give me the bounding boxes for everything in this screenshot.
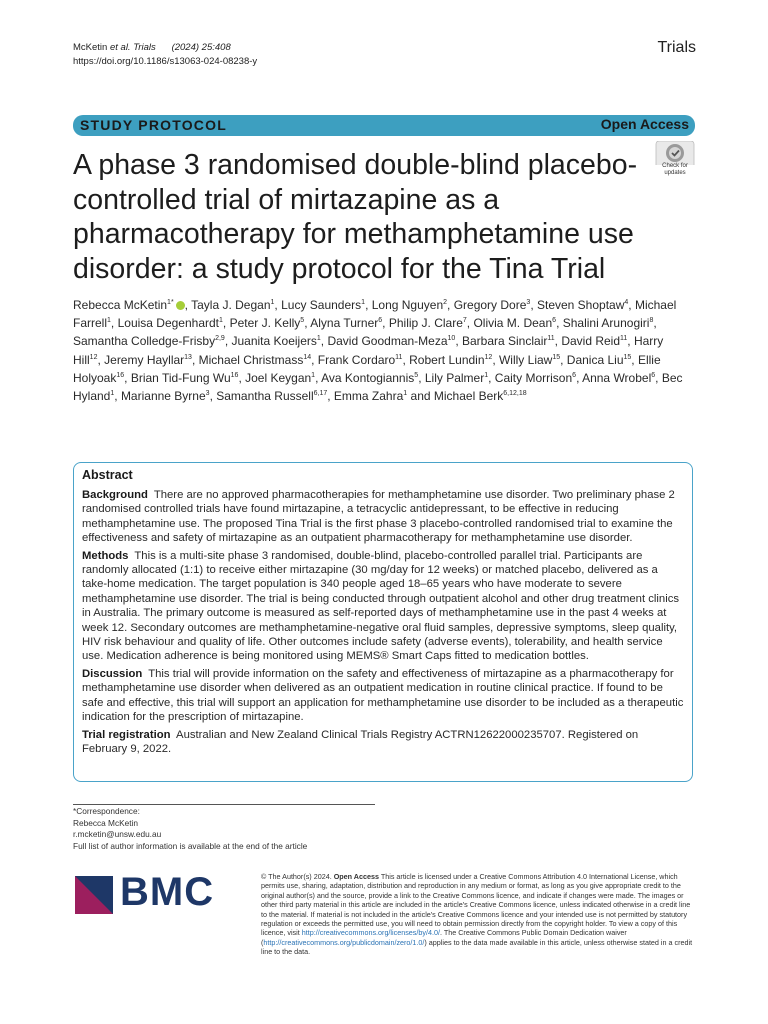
author-affiliation: 6 bbox=[552, 317, 557, 325]
author-text: Philip J. Clare bbox=[388, 316, 463, 331]
author-name bbox=[216, 389, 327, 403]
author-name bbox=[191, 298, 274, 312]
author-text: Willy Liaw bbox=[498, 352, 553, 367]
author-affiliation: 11 bbox=[547, 335, 555, 343]
author-text: Shalini Arunogiri bbox=[562, 316, 650, 331]
author-text: Rebecca McKetin bbox=[73, 298, 168, 312]
article-title: A phase 3 randomised double-blind placebo-controlled trial of mirtazapine as a pharmacotherapy for methamphetamine use disorder: a study protocol for the Tina Trial bbox=[73, 149, 638, 285]
footnote-line: Full list of author information is available at the end of the article bbox=[73, 840, 308, 851]
author-affiliation: 12 bbox=[89, 353, 98, 361]
author-name bbox=[537, 298, 628, 312]
author-name bbox=[454, 298, 531, 312]
author-name bbox=[561, 334, 627, 348]
author-name bbox=[425, 371, 488, 385]
citation-authors: McKetin bbox=[73, 42, 110, 53]
author-text: David Goodman-Meza bbox=[327, 334, 448, 349]
footnote-line: Rebecca McKetin bbox=[73, 817, 139, 828]
author-name bbox=[245, 371, 315, 385]
author-text: Anna Wrobel bbox=[582, 370, 652, 385]
author-text: David Reid bbox=[561, 334, 621, 349]
author-text: Marianne Byrne bbox=[120, 389, 206, 404]
author-affiliation: 1 bbox=[361, 299, 366, 306]
footnote-divider bbox=[73, 804, 375, 805]
author-name bbox=[495, 371, 576, 385]
section-label: Methods bbox=[82, 549, 129, 562]
author-affiliation: 8 bbox=[649, 317, 654, 325]
license-link[interactable]: http://creativecommons.org/licenses/by/4.0/ bbox=[301, 928, 440, 938]
author-affiliation: 2,9 bbox=[215, 335, 225, 343]
author-name bbox=[409, 353, 492, 367]
author-text: Lily Palmer bbox=[424, 370, 485, 385]
author-list: Rebecca McKetin$^{1*}$ , Tayla J. Degan$^1$, Lucy Saunders$^1$, Long Nguyen$^2$, Gregory Dore$^3$, Steven Shoptaw$^4$, Michael Farrell$^1$, Louisa Degenhardt$^1$, Peter J. Kelly$^5$, Alyna Turner$^6$, Philip J. Clare$^7$, Olivia M. Dean$^6$, Shalini Arunogiri$^8$, Samantha Colledge-Frisby$^{2,9}$, Juanita Koeijers$^1$, David Goodman-Meza$^{10}$, Barbara Sinclair$^{11}$, David Reid$^{11}$, Harry Hill$^{12}$, Jeremy Hayllar$^{13}$, Michael Christmass$^{14}$, Frank Cordaro$^{11}$, Robert Lundin$^{12}$, Willy Liaw$^{15}$, Danica Liu$^{15}$, Ellie Holyoak$^{16}$, Brian Tid-Fung Wu$^{16}$, Joel Keygan$^1$, Ava Kontogiannis$^5$, Lily Palmer$^1$, Caity Morrison$^6$, Anna Wrobel$^6$, Bec Hyland$^1$, Marianne Byrne$^3$, Samantha Russell$^{6,17}$, Emma Zahra$^1$ and Michael Berk$^{6,12,18}$ bbox=[73, 298, 683, 404]
author-affiliation: 12 bbox=[484, 353, 493, 361]
article-type-banner bbox=[73, 115, 695, 136]
author-name bbox=[372, 298, 447, 312]
author-name bbox=[563, 316, 654, 330]
author-affiliation: 1 bbox=[219, 317, 223, 325]
public-domain-link[interactable]: http://creativecommons.org/publicdomain/zero/1.0/ bbox=[263, 937, 425, 947]
author-text: Peter J. Kelly bbox=[229, 316, 301, 331]
author-text: Jeremy Hayllar bbox=[104, 352, 185, 367]
article-type: STUDY PROTOCOL bbox=[80, 117, 227, 133]
abstract-trial-registration bbox=[82, 728, 684, 757]
author-affiliation: 1* bbox=[167, 299, 174, 306]
author-name bbox=[389, 316, 467, 330]
author-name bbox=[230, 316, 305, 330]
section-label: Background bbox=[82, 489, 148, 501]
author-text: Robert Lundin bbox=[409, 352, 485, 367]
author-text: Michael Christmass bbox=[198, 352, 304, 367]
doi-link[interactable]: https://doi.org/10.1186/s13063-024-08238-y bbox=[73, 56, 258, 67]
author-affiliation: 1 bbox=[311, 371, 316, 379]
author-name bbox=[473, 316, 556, 330]
author-name bbox=[281, 298, 365, 312]
author-affiliation: 11 bbox=[620, 335, 628, 343]
section-text: This trial will provide information on the safety and effectiveness of mirtazapine as a pharmacotherapy for methamphetamine use disorder when delivered as an outpatient medication in routine clinical practice. If found to be safe and effective, this trial will support an application for methamphetamine use disorder to be included as a therapeutic indication for the prescription of mirtazapine. bbox=[82, 667, 684, 724]
author-affiliation: 1 bbox=[270, 299, 275, 306]
journal-name: Trials bbox=[657, 39, 696, 56]
author-affiliation: 6 bbox=[378, 317, 383, 325]
author-affiliation: 6 bbox=[572, 371, 577, 379]
check-updates-line1: Check for bbox=[662, 163, 688, 169]
author-affiliation: 3 bbox=[526, 299, 531, 306]
author-text: Alyna Turner bbox=[310, 316, 379, 331]
author-affiliation: 16 bbox=[230, 371, 239, 379]
publisher-logo-text: BMC bbox=[120, 870, 215, 914]
author-text: Ava Kontogiannis bbox=[321, 370, 415, 385]
author-text: Samantha Colledge-Frisby bbox=[73, 334, 216, 349]
author-text: Harry Hill bbox=[73, 334, 664, 367]
author-affiliation: 1 bbox=[403, 390, 408, 398]
author-name bbox=[73, 298, 185, 312]
section-text: Australian and New Zealand Clinical Trials Registry ACTRN12622000235707. Registered on February 9, 2022. bbox=[82, 728, 639, 755]
author-text: Emma Zahra bbox=[333, 389, 404, 404]
author-name bbox=[104, 353, 192, 367]
author-affiliation: 6,17 bbox=[313, 390, 328, 398]
author-text: Michael Berk bbox=[433, 389, 504, 404]
author-name bbox=[582, 371, 655, 385]
author-affiliation: 6,12,18 bbox=[503, 390, 527, 398]
author-affiliation: 15 bbox=[623, 353, 632, 361]
abstract-discussion bbox=[82, 667, 684, 725]
author-text: Steven Shoptaw bbox=[536, 298, 625, 312]
check-updates-line2: updates bbox=[664, 169, 686, 176]
author-name bbox=[321, 371, 418, 385]
author-affiliation: 16 bbox=[116, 371, 125, 379]
author-affiliation: 11 bbox=[395, 353, 403, 361]
author-affiliation: 5 bbox=[414, 371, 419, 379]
citation-year: (2024) 25:408 bbox=[171, 42, 231, 53]
abstract-methods bbox=[82, 549, 684, 664]
author-name bbox=[199, 353, 312, 367]
author-name bbox=[73, 334, 225, 348]
author-name bbox=[310, 316, 382, 330]
author-affiliation: 7 bbox=[462, 317, 467, 325]
author-affiliation: 14 bbox=[303, 353, 312, 361]
author-text: Danica Liu bbox=[566, 352, 624, 367]
author-text: Bec Hyland bbox=[73, 370, 683, 404]
author-name bbox=[318, 353, 403, 367]
section-text: There are no approved pharmacotherapies for methamphetamine use disorder. Two preliminary phase 2 randomised controlled trials have found mirtazapine, a tetracyclic antidepressant, to be effective in reducing methamphetamine use. The proposed Tina Trial is the first phase 3 placebo-controlled randomised trial to examine the effectiveness and safety of mirtazapine as an outpatient pharmacotherapy for methamphetamine use disorder. bbox=[82, 489, 675, 545]
footnote-line: *Correspondence: bbox=[73, 806, 140, 816]
author-name bbox=[118, 316, 223, 330]
author-name bbox=[131, 371, 239, 385]
license-statement bbox=[261, 872, 697, 957]
author-name bbox=[499, 353, 560, 367]
author-name bbox=[334, 389, 407, 403]
section-text: This is a multi-site phase 3 randomised, double-blind, placebo-controlled parallel trial. Participants are randomly allocated (1:1) to receive either mirtazapine (30 mg/day for 12 weeks) or matched placebo, delivered as a take-home medication. The target population is 340 people aged 18–65 years who have moderate to severe methamphetamine use disorder. The trial is being conducted through outpatient alcohol and other drug treatment clinics in Australia. The primary outcome is measured as self-reported days of methamphetamine use in the past 4 weeks at week 12. Secondary outcomes are methamphetamine-negative oral fluid samples, depressive symptoms, sleep quality, HIV risk behaviour and quality of life. Other outcomes include safety (adverse events), tolerability, and health service use. Medication adherence is being monitored using MEMS® Smart Caps fitted to medication bottles. bbox=[82, 549, 680, 663]
author-text: Long Nguyen bbox=[371, 298, 444, 312]
author-affiliation: 13 bbox=[184, 353, 192, 361]
section-label: Discussion bbox=[82, 667, 143, 680]
license-text: ) applies to the data made available in this article, unless otherwise stated in a credit line to the data. bbox=[261, 937, 693, 957]
author-name bbox=[462, 334, 555, 348]
author-name bbox=[567, 353, 632, 367]
author-text: Samantha Russell bbox=[216, 389, 314, 404]
author-affiliation: 2 bbox=[443, 299, 448, 306]
author-name bbox=[121, 389, 210, 403]
check-updates-icon bbox=[655, 141, 695, 165]
author-name bbox=[327, 334, 455, 348]
author-text: Barbara Sinclair bbox=[461, 334, 548, 349]
author-text: Ellie Holyoak bbox=[73, 352, 661, 385]
author-affiliation: 15 bbox=[552, 353, 561, 361]
citation-journal: et al. Trials bbox=[109, 42, 156, 53]
author-affiliation: 10 bbox=[447, 335, 456, 343]
author-name bbox=[434, 389, 527, 403]
author-text: Brian Tid-Fung Wu bbox=[130, 370, 231, 385]
license-text: This article is licensed under a Creative Commons Attribution 4.0 International License, which permits use, sharing, adaptation, distribution and reproduction in any medium or format, as long as you give appropriate credit to the original author(s) and the source, provide a link to the Creative Commons licence, and indicate if changes were made. The images or other third party material in this article are included in the article's Creative Commons licence, unless indicated otherwise in a credit line to the material. If material is not included in the article's Creative Commons licence and your intended use is not permitted by statutory regulation or exceeds the permitted use, you will need to obtain permission directly from the copyright holder. To view a copy of this licence, visit bbox=[261, 872, 691, 938]
copyright: © The Author(s) 2024. bbox=[261, 872, 332, 881]
abstract-background bbox=[82, 488, 684, 546]
author-text: Frank Cordaro bbox=[317, 352, 396, 367]
abstract-box bbox=[73, 462, 693, 782]
correspondence-email[interactable]: r.mcketin@unsw.edu.au bbox=[73, 829, 162, 840]
author-affiliation: 1 bbox=[484, 371, 489, 379]
open-access-label: Open Access bbox=[600, 116, 689, 132]
correspondence-footnote bbox=[73, 806, 307, 852]
author-affiliation: 4 bbox=[624, 299, 629, 306]
author-text: Gregory Dore bbox=[453, 298, 527, 312]
open-access-inline: Open Access bbox=[333, 872, 379, 881]
author-text: Louisa Degenhardt bbox=[117, 316, 220, 331]
license-text: . The Creative Commons Public Domain Dedication waiver ( bbox=[261, 928, 627, 947]
author-text: Joel Keygan bbox=[245, 370, 312, 385]
orcid-icon[interactable] bbox=[176, 301, 185, 310]
check-for-updates-button[interactable] bbox=[655, 141, 695, 181]
author-affiliation: 3 bbox=[205, 390, 210, 398]
author-affiliation: 1 bbox=[316, 335, 321, 343]
author-name bbox=[231, 334, 320, 348]
author-text: Michael Farrell bbox=[73, 298, 677, 331]
author-affiliation: 1 bbox=[110, 390, 115, 398]
author-text: Tayla J. Degan bbox=[191, 298, 271, 312]
author-text: Caity Morrison bbox=[494, 370, 573, 385]
section-label: Trial registration bbox=[82, 728, 171, 741]
author-affiliation: 6 bbox=[651, 371, 656, 379]
author-affiliation: 1 bbox=[107, 317, 111, 325]
author-text: Lucy Saunders bbox=[281, 298, 362, 312]
author-text: Olivia M. Dean bbox=[473, 316, 553, 331]
citation-block bbox=[73, 41, 257, 69]
author-affiliation: 5 bbox=[300, 317, 305, 325]
author-text: Juanita Koeijers bbox=[231, 334, 317, 349]
abstract-heading: Abstract bbox=[82, 468, 133, 482]
